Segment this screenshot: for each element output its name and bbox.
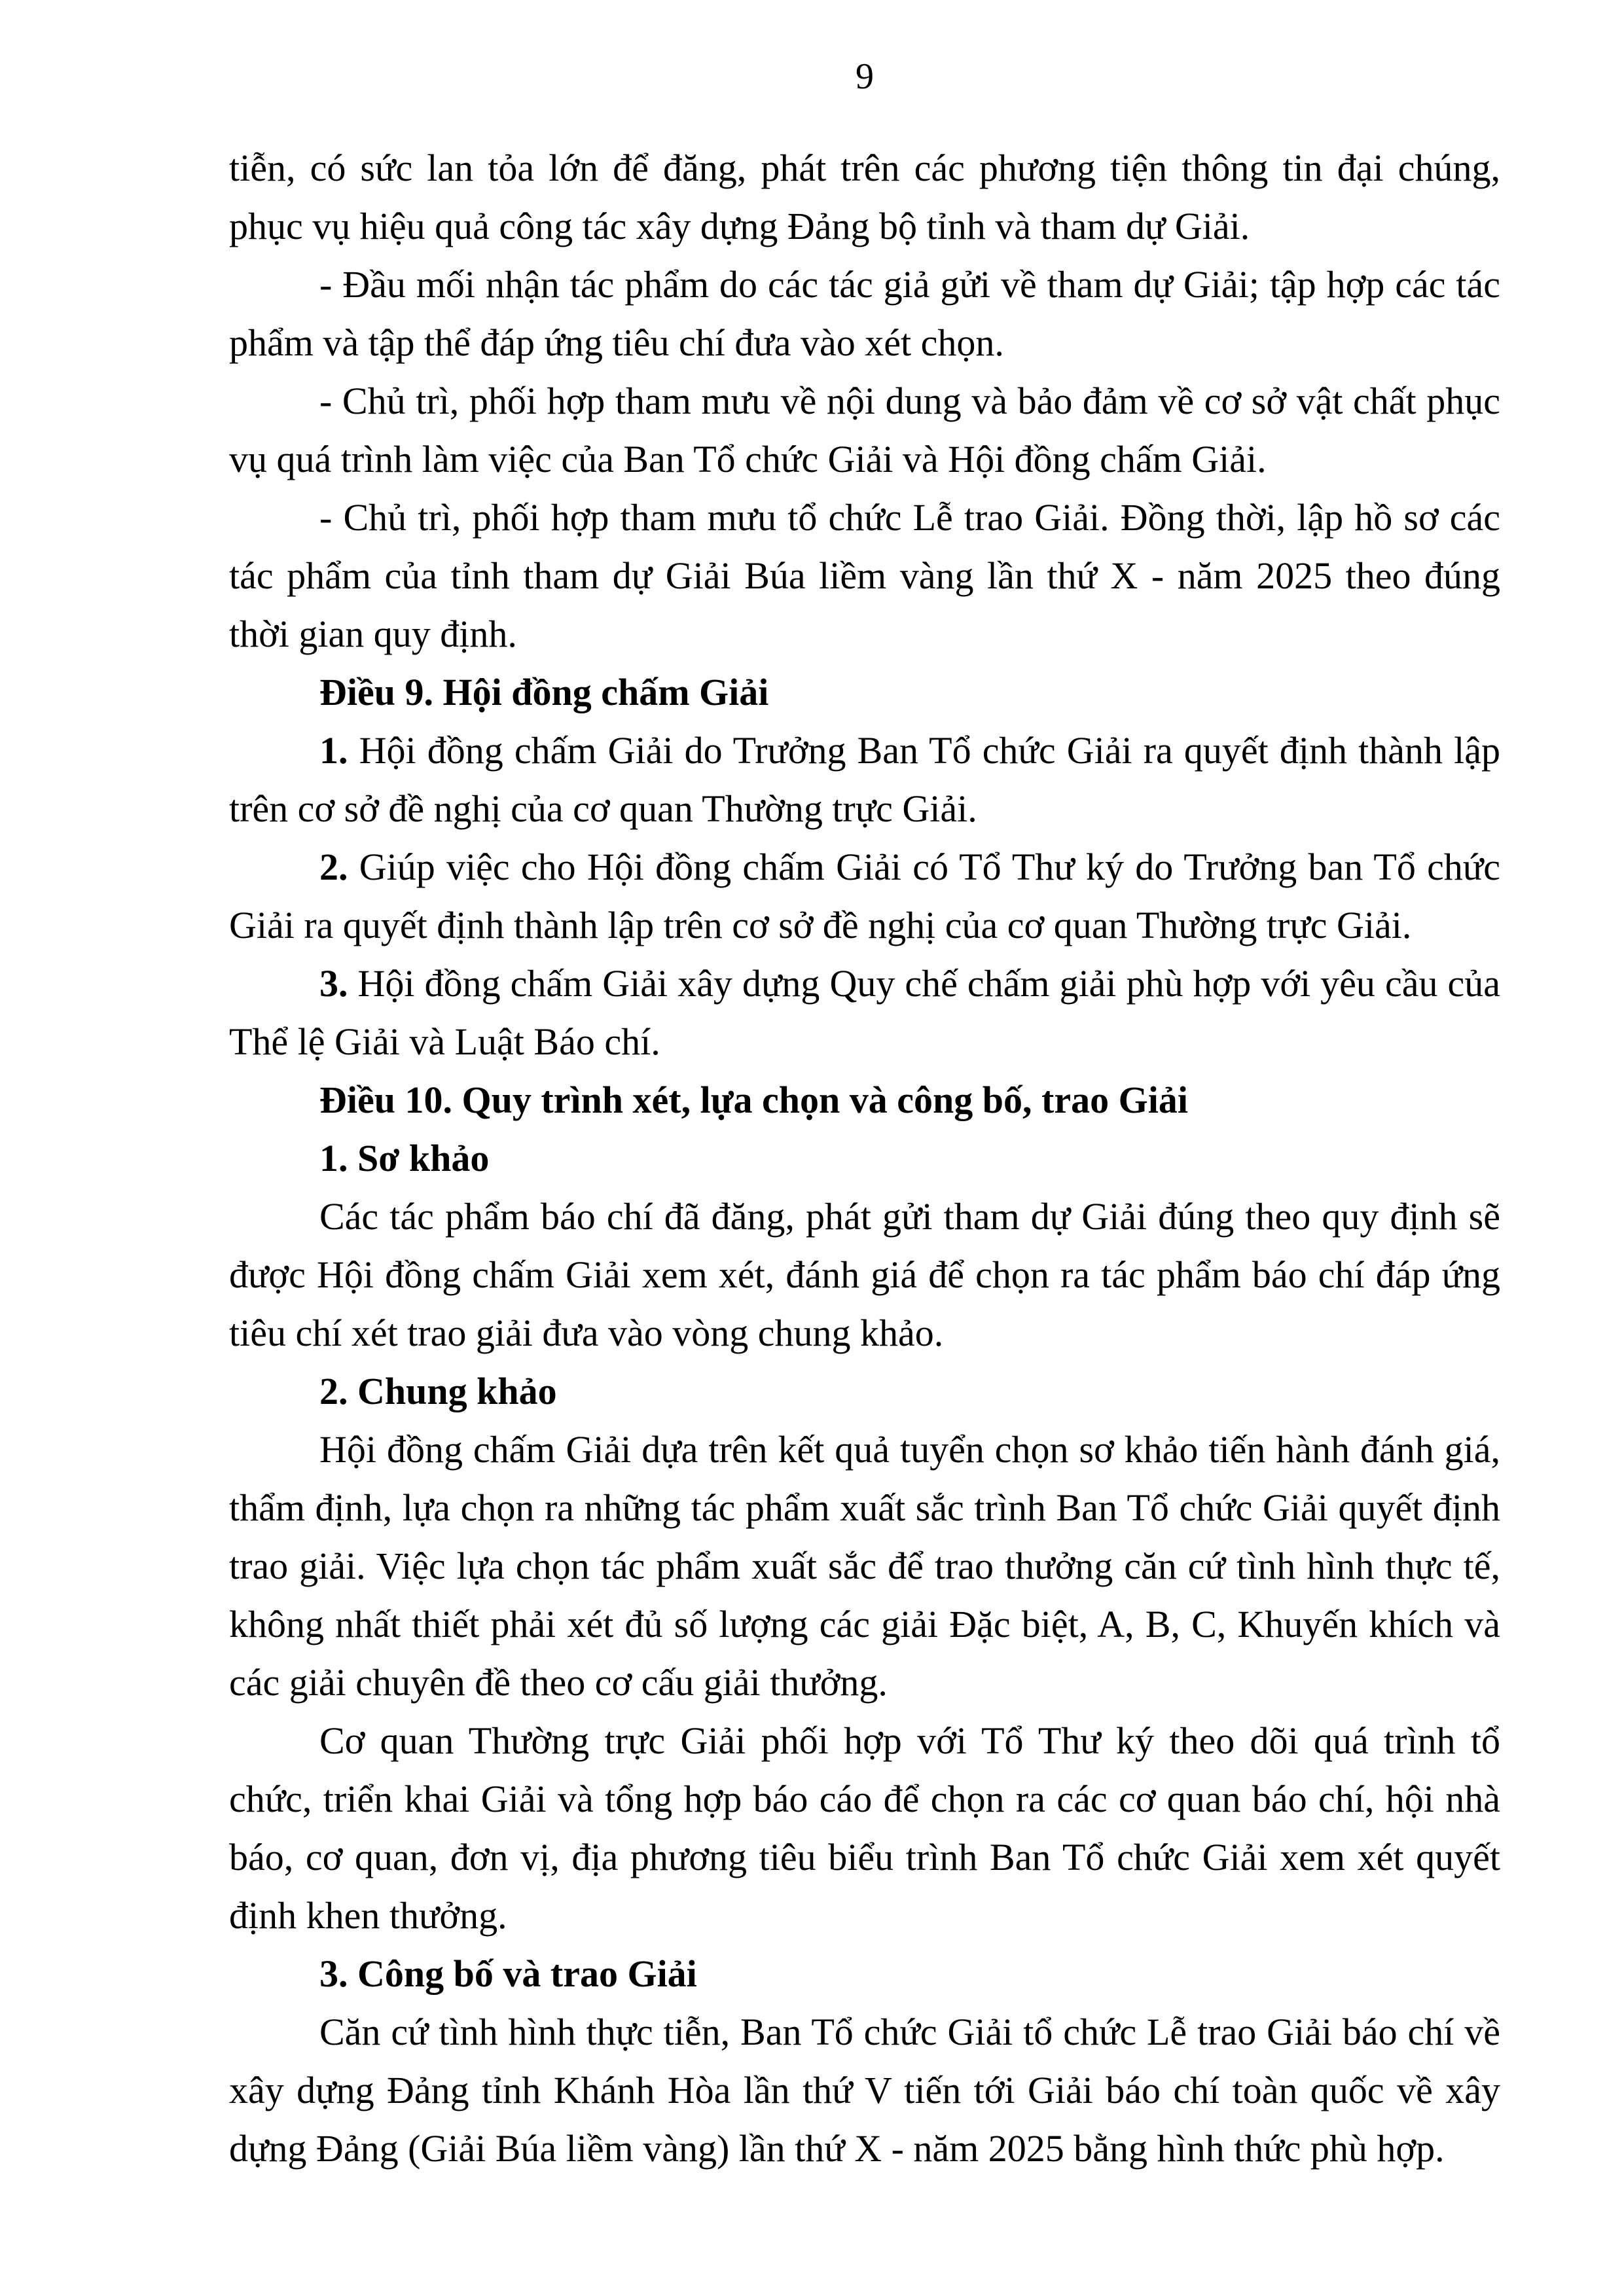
paragraph: - Chủ trì, phối hợp tham mưu về nội dung và bảo đảm về cơ sở vật chất phục vụ quá trình làm việc của Ban Tổ chức Giải và Hội đồng chấm Giải. — [229, 380, 1500, 480]
section-heading: 1. Sơ khảo — [319, 1137, 490, 1179]
paragraph: Cơ quan Thường trực Giải phối hợp với Tổ Thư ký theo dõi quá trình tổ chức, triển khai Giải và tổng hợp báo cáo để chọn ra các cơ quan báo chí, hội nhà báo, cơ quan, đơn vị, địa phương tiêu biểu trình Ban Tổ chức Giải xem xét quyết định khen thưởng. — [229, 1719, 1500, 1937]
paragraph: Các tác phẩm báo chí đã đăng, phát gửi tham dự Giải đúng theo quy định sẽ được Hội đồng chấm Giải xem xét, đánh giá để chọn ra tác phẩm báo chí đáp ứng tiêu chí xét trao giải đưa vào vòng chung khảo. — [229, 1195, 1500, 1354]
clause-number: 2. — [319, 846, 348, 888]
paragraph: 2. Giúp việc cho Hội đồng chấm Giải có Tổ Thư ký do Trưởng ban Tổ chức Giải ra quyết định thành lập trên cơ sở đề nghị của cơ quan Thường trực Giải. — [229, 846, 1500, 946]
clause-number: 1. — [319, 729, 348, 772]
paragraph: - Chủ trì, phối hợp tham mưu tổ chức Lễ trao Giải. Đồng thời, lập hồ sơ các tác phẩm của tỉnh tham dự Giải Búa liềm vàng lần thứ X - năm 2025 theo đúng thời gian quy định. — [229, 496, 1500, 655]
paragraph: Căn cứ tình hình thực tiễn, Ban Tổ chức Giải tổ chức Lễ trao Giải báo chí về xây dựng Đảng tỉnh Khánh Hòa lần thứ V tiến tới Giải báo chí toàn quốc về xây dựng Đảng (Giải Búa liềm vàng) lần thứ X - năm 2025 bằng hình thức phù hợp. — [229, 2011, 1500, 2170]
section-heading: Điều 9. Hội đồng chấm Giải — [319, 671, 769, 713]
section-heading: 2. Chung khảo — [319, 1370, 557, 1412]
paragraph: tiễn, có sức lan tỏa lớn để đăng, phát trên các phương tiện thông tin đại chúng, phục vụ hiệu quả công tác xây dựng Đảng bộ tỉnh và tham dự Giải. — [229, 147, 1500, 247]
section-heading: 3. Công bố và trao Giải — [319, 1952, 697, 1995]
paragraph: - Đầu mối nhận tác phẩm do các tác giả gửi về tham dự Giải; tập hợp các tác phẩm và tập thể đáp ứng tiêu chí đưa vào xét chọn. — [229, 263, 1500, 364]
page-number: 9 — [856, 56, 874, 97]
document-body — [229, 139, 1500, 2178]
paragraph: Hội đồng chấm Giải dựa trên kết quả tuyển chọn sơ khảo tiến hành đánh giá, thẩm định, lựa chọn ra những tác phẩm xuất sắc trình Ban Tổ chức Giải quyết định trao giải. Việc lựa chọn tác phẩm xuất sắc để trao thưởng căn cứ tình hình thực tế, không nhất thiết phải xét đủ số lượng các giải Đặc biệt, A, B, C, Khuyến khích và các giải chuyên đề theo cơ cấu giải thưởng. — [229, 1428, 1500, 1704]
paragraph: 1. Hội đồng chấm Giải do Trưởng Ban Tổ chức Giải ra quyết định thành lập trên cơ sở đề nghị của cơ quan Thường trực Giải. — [229, 729, 1500, 830]
section-heading: Điều 10. Quy trình xét, lựa chọn và công bố, trao Giải — [319, 1079, 1188, 1121]
clause-number: 3. — [319, 962, 348, 1005]
paragraph: 3. Hội đồng chấm Giải xây dựng Quy chế chấm giải phù hợp với yêu cầu của Thể lệ Giải và Luật Báo chí. — [229, 962, 1500, 1063]
